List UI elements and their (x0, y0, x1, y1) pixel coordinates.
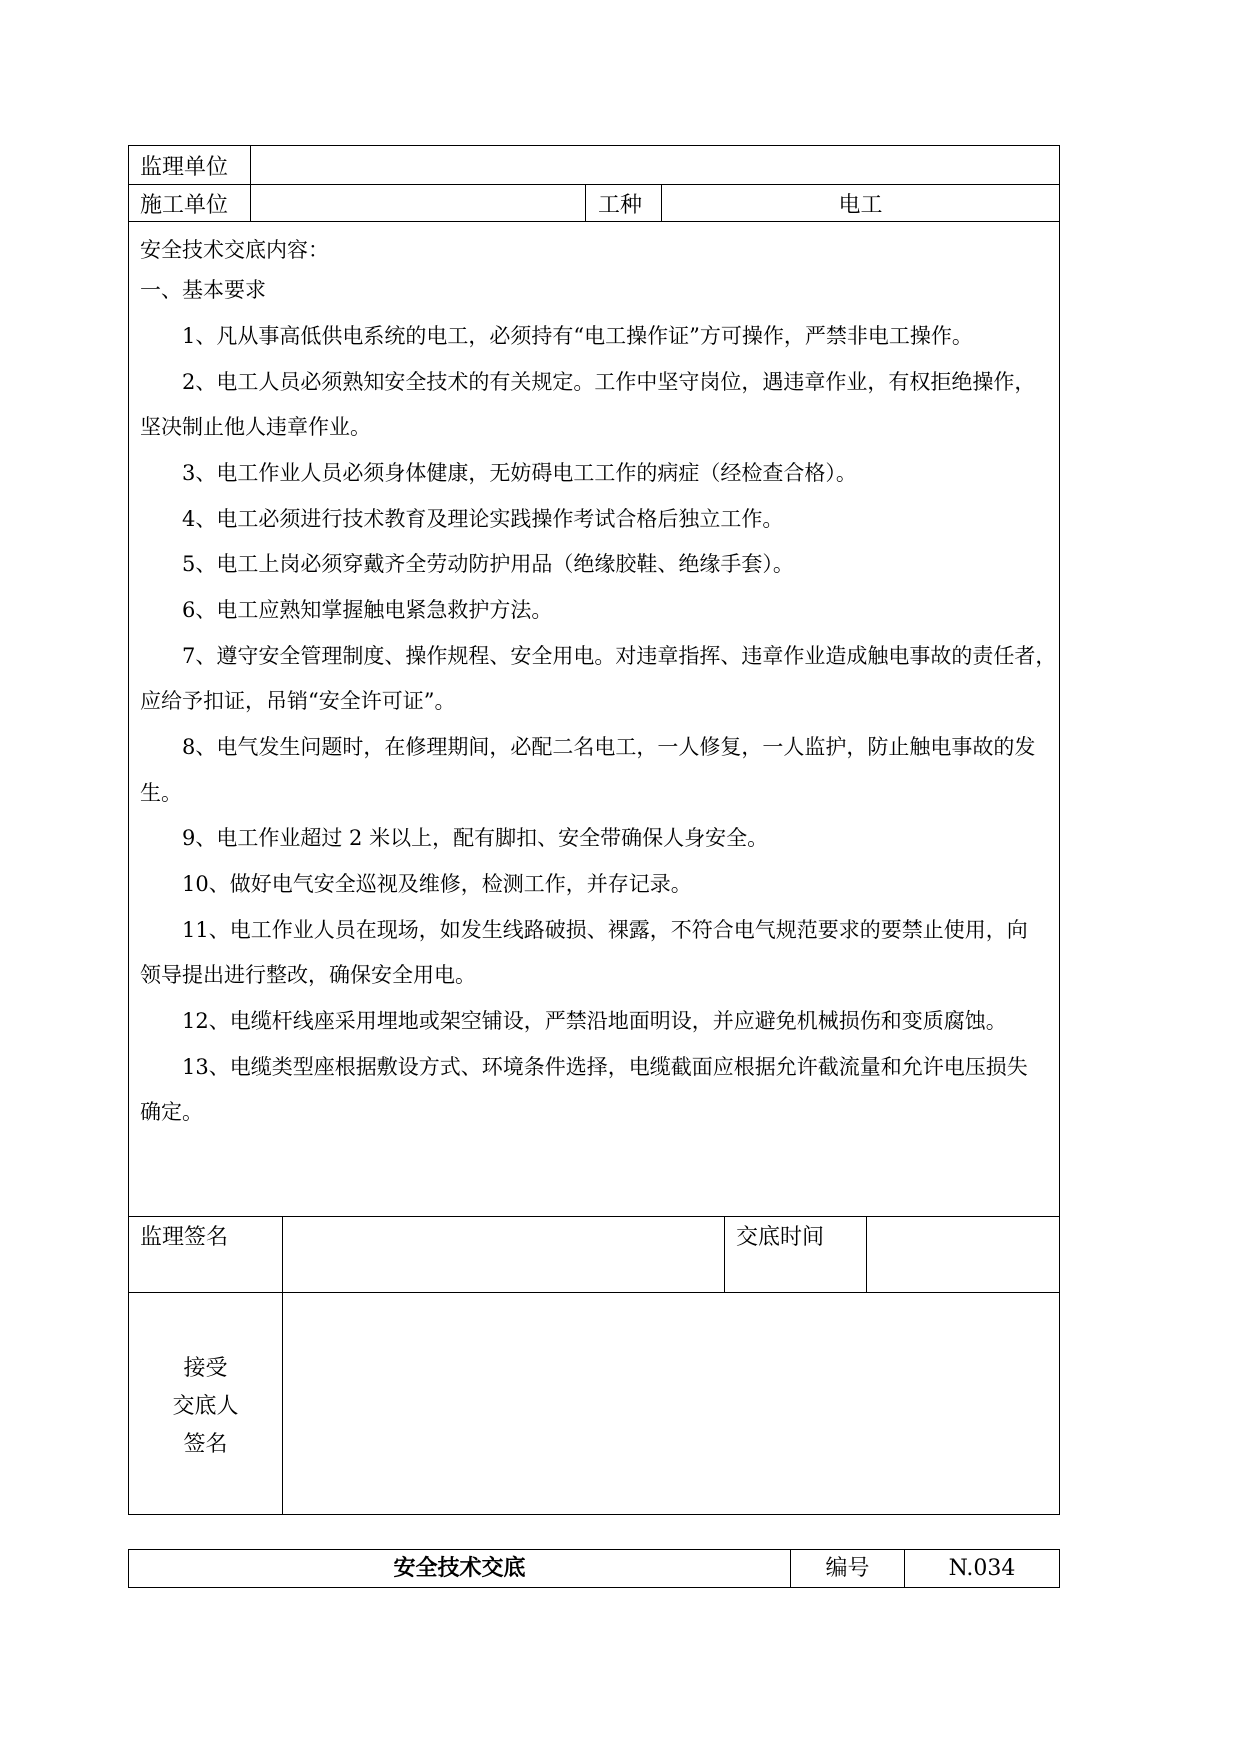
trade-value: 电工 (838, 193, 883, 218)
supervision-unit-label: 监理单位 (140, 155, 229, 180)
list-item: 生。 (140, 781, 182, 805)
list-item: 2、电工人员必须熟知安全技术的有关规定。工作中坚守岗位，遇违章作业，有权拒绝操作， (140, 370, 1036, 394)
construction-unit-label: 施工单位 (140, 193, 229, 218)
handover-time-label: 交底时间 (736, 1225, 825, 1250)
receiver-label-line-2: 交底人 (172, 1394, 239, 1419)
list-item: 8、电气发生问题时，在修理期间，必配二名电工，一人修复，一人监护，防止触电事故的发 (140, 735, 1036, 759)
list-item: 领导提出进行整改，确保安全用电。 (140, 963, 476, 987)
trade-label: 工种 (598, 193, 643, 218)
number-value: N.034 (948, 1556, 1016, 1581)
list-item: 确定。 (140, 1100, 203, 1124)
list-item: 3、电工作业人员必须身体健康，无妨碍电工工作的病症（经检查合格）。 (140, 461, 857, 485)
content-heading: 安全技术交底内容： (140, 238, 329, 262)
list-item: 12、电缆杆线座采用埋地或架空铺设，严禁沿地面明设，并应避免机械损伤和变质腐蚀。 (140, 1009, 1007, 1033)
list-item: 1、凡从事高低供电系统的电工，必须持有“电工操作证”方可操作，严禁非电工操作。 (140, 324, 973, 348)
receiver-label-line-3: 签名 (183, 1432, 228, 1457)
list-item: 4、电工必须进行技术教育及理论实践操作考试合格后独立工作。 (140, 507, 784, 531)
section-title: 一、基本要求 (140, 278, 266, 302)
supervision-signature-label: 监理签名 (140, 1225, 229, 1250)
list-item: 6、电工应熟知掌握触电紧急救护方法。 (140, 598, 553, 622)
list-item: 5、电工上岗必须穿戴齐全劳动防护用品（绝缘胶鞋、绝缘手套）。 (140, 552, 794, 576)
list-item: 11、电工作业人员在现场，如发生线路破损、裸露，不符合电气规范要求的要禁止使用，向 (140, 918, 1028, 942)
list-item: 9、电工作业超过 2 米以上，配有脚扣、安全带确保人身安全。 (140, 826, 769, 850)
list-item: 应给予扣证，吊销“安全许可证”。 (140, 689, 456, 713)
list-item: 7、遵守安全管理制度、操作规程、安全用电。对违章指挥、违章作业造成触电事故的责任者， (140, 644, 1057, 668)
supervision-signature-field[interactable] (283, 1217, 724, 1292)
receiver-label-line-1: 接受 (183, 1356, 228, 1381)
list-item: 10、做好电气安全巡视及维修，检测工作，并存记录。 (140, 872, 692, 896)
list-item: 坚决制止他人违章作业。 (140, 415, 371, 439)
receiver-signature-field[interactable] (283, 1293, 1059, 1514)
number-label: 编号 (825, 1556, 870, 1581)
footer-title: 安全技术交底 (393, 1556, 526, 1581)
handover-time-field[interactable] (867, 1217, 1059, 1292)
list-item: 13、电缆类型座根据敷设方式、环境条件选择，电缆截面应根据允许截流量和允许电压损失 (140, 1055, 1028, 1079)
